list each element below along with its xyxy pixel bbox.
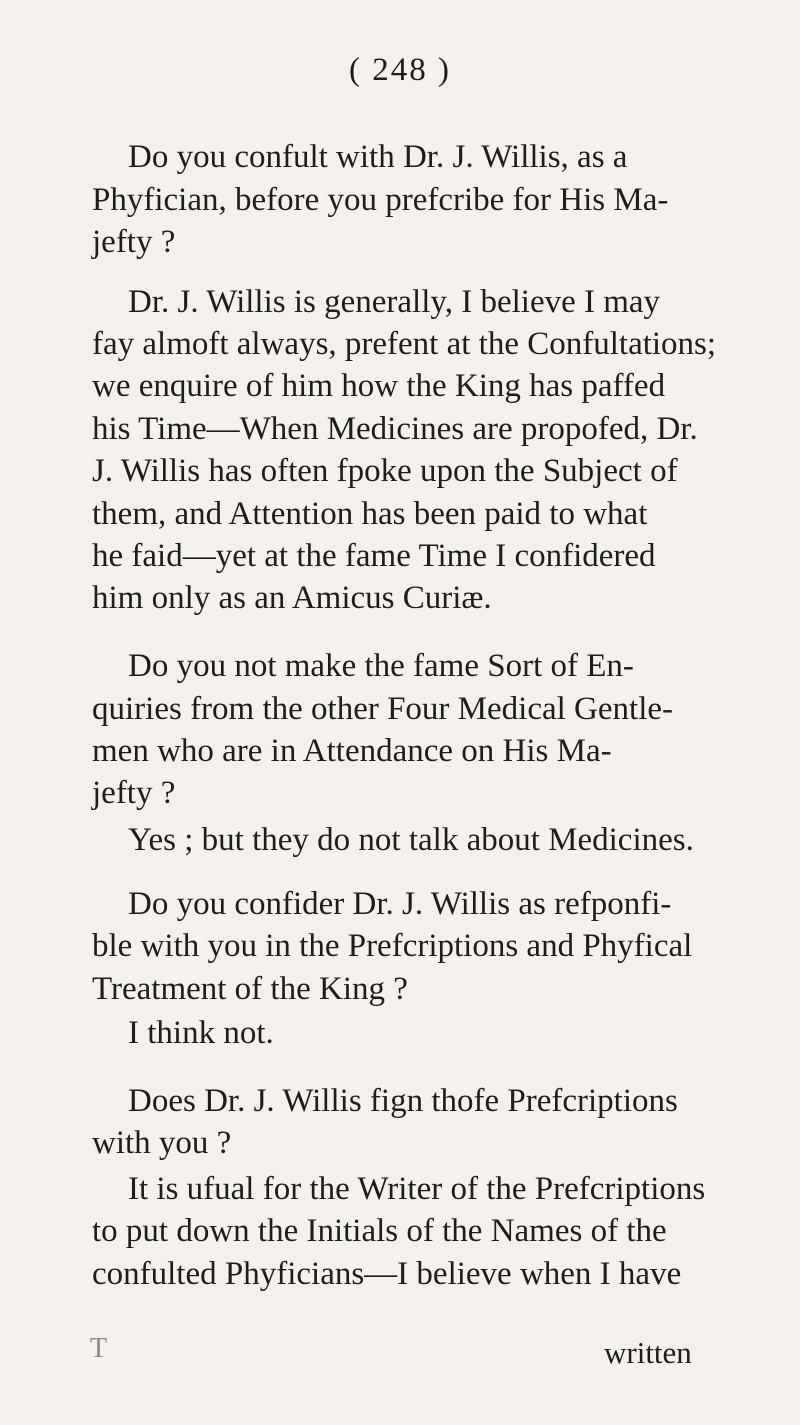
page-number: ( 248 ) — [349, 52, 451, 88]
question-line: ble with you in the Prefcriptions and Phyfical — [92, 928, 693, 964]
question-line: jefty ? — [92, 224, 176, 260]
question-line: quiries from the other Four Medical Gentle- — [92, 691, 673, 727]
answer-line: Yes ; but they do not talk about Medicines. — [128, 822, 694, 858]
answer-line: we enquire of him how the King has paffed — [92, 368, 666, 404]
answer-line: his Time—When Medicines are propofed, Dr. — [92, 411, 698, 447]
question-line: Phyfician, before you prefcribe for His Ma- — [92, 182, 669, 218]
answer-line: to put down the Initials of the Names of the — [92, 1213, 667, 1249]
answer-line: fay almoft always, prefent at the Confultations; — [92, 326, 717, 362]
question-line: men who are in Attendance on His Ma- — [92, 733, 612, 769]
question-line: Treatment of the King ? — [92, 971, 408, 1007]
answer-line: Dr. J. Willis is generally, I believe I may — [128, 284, 661, 320]
question-line: with you ? — [92, 1125, 232, 1161]
answer-line: It is ufual for the Writer of the Prefcriptions — [128, 1171, 706, 1207]
question-line: jefty ? — [92, 775, 176, 811]
answer-line: confulted Phyficians—I believe when I have — [92, 1256, 682, 1292]
question-line: Do you not make the fame Sort of En- — [128, 648, 634, 684]
question-line: Do you confult with Dr. J. Willis, as a — [128, 139, 628, 175]
question-line: Do you confider Dr. J. Willis as refponfi- — [128, 886, 672, 922]
catchword: written — [604, 1335, 692, 1370]
question-line: Does Dr. J. Willis fign thofe Prefcriptions — [128, 1083, 678, 1119]
answer-line: he faid—yet at the fame Time I confidered — [92, 538, 656, 574]
signature-mark: T — [90, 1333, 108, 1364]
answer-line: them, and Attention has been paid to what — [92, 496, 648, 532]
answer-line: him only as an Amicus Curiæ. — [92, 580, 492, 616]
answer-line: I think not. — [128, 1015, 274, 1051]
answer-line: J. Willis has often fpoke upon the Subject of — [92, 453, 678, 489]
